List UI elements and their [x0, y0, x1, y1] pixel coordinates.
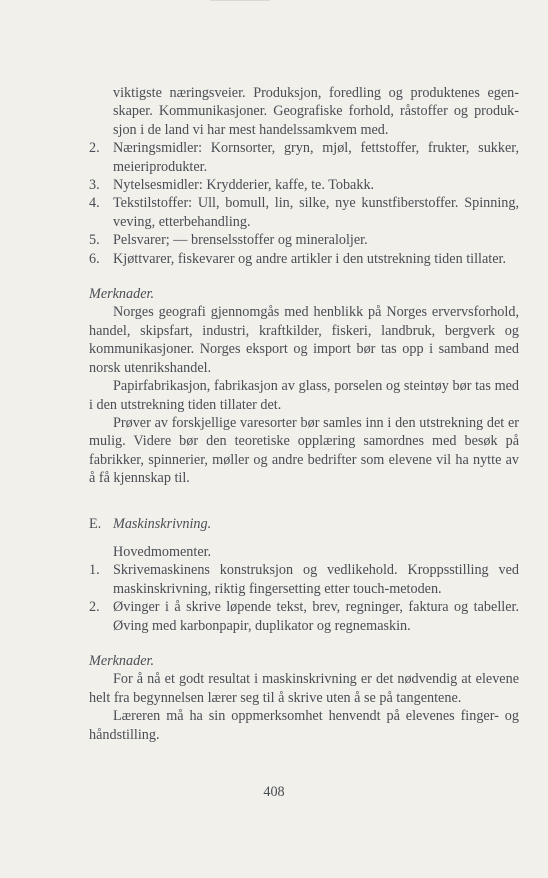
list-number: 2.: [89, 140, 100, 157]
list-number: 2.: [89, 599, 100, 616]
intro-line: viktigste næringsveier. Produksjon, foredling og produktenes egen-: [113, 85, 519, 101]
page-content: [89, 84, 519, 744]
subheading: Hovedmomenter.: [113, 543, 212, 560]
list-item: [89, 194, 519, 231]
section-letter: E.: [89, 515, 102, 532]
remarks-paragraph: Norges geografi gjennomgås med henblikk på Norges ervervsforhold, handel, skipsfart, industri, kraftkilder, fiskeri, landbruk, bergverk og kommunikasjoner. Norges eksport og import bør tas opp i samband med norsk utenrikshandel.: [89, 304, 519, 376]
list-number: 4.: [89, 195, 100, 212]
remarks-heading: Merknader.: [89, 286, 155, 303]
intro-line: sjon i de land vi har mest handelssamkvem med.: [113, 121, 389, 138]
list-number: 3.: [89, 177, 100, 194]
list-item: [89, 561, 519, 598]
page-number: 408: [263, 784, 285, 800]
list-item: [89, 176, 519, 194]
remarks-heading: Merknader.: [89, 652, 155, 669]
section-heading: [89, 515, 519, 533]
list-number: 5.: [89, 232, 100, 249]
list-text: Tekstilstoffer: Ull, bomull, lin, silke, nye kunstfiberstoffer. Spinning, veving, etterbehandling.: [113, 195, 519, 230]
intro-line: skaper. Kommunikasjoner. Geografiske forhold, råstoffer og produk-: [113, 103, 519, 120]
list-text: Skrivemaskinens konstruksjon og vedlikehold. Kroppsstilling ved maskinskrivning, riktig fingersetting etter touch-metoden.: [113, 562, 519, 597]
list-text: Nytelsesmidler: Krydderier, kaffe, te. Tobakk.: [113, 177, 375, 194]
intro-paragraph: [113, 84, 519, 139]
list-item: [89, 598, 519, 635]
list-text: Øvinger i å skrive løpende tekst, brev, regninger, faktura og tabeller. Øving med karbonpapir, duplikator og regnemaskin.: [113, 599, 519, 634]
list-number: 6.: [89, 250, 100, 267]
top-rule: [210, 0, 270, 1]
list-number: 1.: [89, 562, 100, 579]
remarks-paragraph: For å nå et godt resultat i maskinskrivning er det nødvendig at elevene helt fra begynnelsen lærer seg til å skrive uten å se på tangentene.: [89, 671, 519, 706]
list-text: Pelsvarer; — brenselsstoffer og mineraloljer.: [113, 232, 368, 249]
list-item: [89, 231, 519, 249]
list-item: [89, 139, 519, 176]
list-item: [89, 250, 519, 268]
list-text: Næringsmidler: Kornsorter, gryn, mjøl, fettstoffer, frukter, sukker, meieriprodukter.: [113, 140, 519, 175]
remarks-paragraph: Papirfabrikasjon, fabrikasjon av glass, porselen og steintøy bør tas med i den utstrekning tiden tillater det.: [89, 378, 519, 413]
remarks-paragraph: Prøver av forskjellige varesorter bør samles inn i den utstrekning det er mulig. Videre bør den teoretiske opplæring samordnes med besøk på fabrikker, spinnerier, møller og andre bedrifter som elevene vil ha nytte av å få kjennskap til.: [89, 414, 519, 487]
remarks-paragraph: Læreren må ha sin oppmerksomhet henvendt på elevenes finger- og håndstilling.: [89, 708, 519, 743]
list-text: Kjøttvarer, fiskevarer og andre artikler i den utstrekning tiden tillater.: [113, 250, 506, 267]
section-title: Maskinskrivning.: [113, 515, 212, 532]
